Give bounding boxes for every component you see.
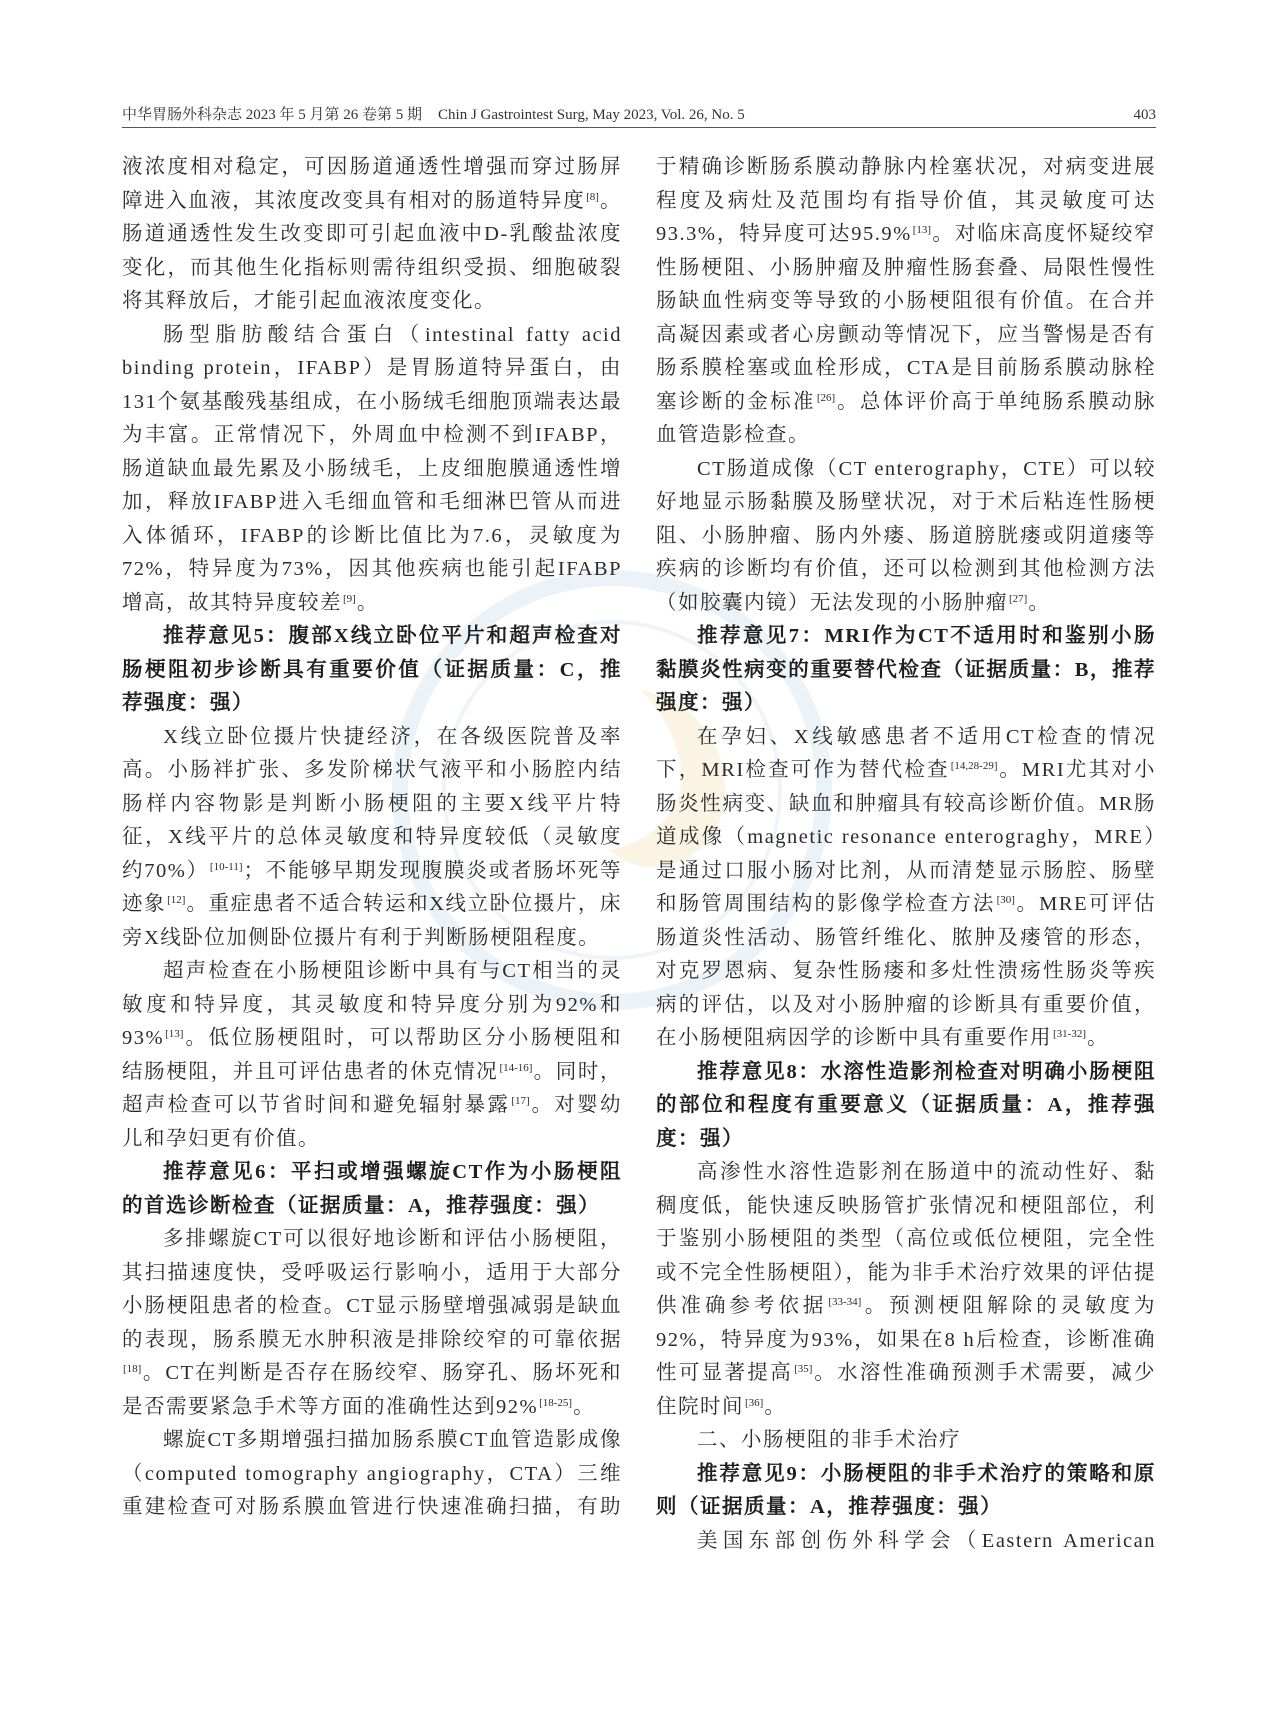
header-divider (122, 127, 1156, 128)
text-run: 。预测梗阻解除的灵敏度为92%，特异度为93%，如果在8 h后检查，诊断准确性可显著提高 (656, 1295, 1157, 1384)
body-paragraph (122, 1223, 622, 1424)
text-run: 。MRE可评估肠道炎性活动、肠管纤维化、脓肿及瘘管的形态，对克罗恩病、复杂性肠瘘和多灶性溃疡性肠炎等疾病的评估，以及对小肠肿瘤的诊断具有重要价值，在小肠梗阻病因学的诊断中具有重要作用 (656, 893, 1156, 1049)
citation-ref: [10-11] (209, 860, 243, 873)
citation-ref: [9] (343, 592, 356, 605)
left-column (122, 151, 622, 1525)
citation-ref: [17] (511, 1095, 530, 1108)
text-run: 。同时，超声检查可以节省时间和避免辐射暴露 (122, 1060, 623, 1116)
citation-ref: [13] (912, 224, 932, 237)
body-paragraph (122, 1424, 622, 1525)
citation-ref: [13] (165, 1028, 184, 1041)
text-run: 超声检查在小肠梗阻诊断中具有与CT相当的灵敏度和特异度，其灵敏度和特异度分别为92%和93% (122, 960, 622, 1049)
body-paragraph (656, 721, 1156, 1056)
citation-ref: [31-32] (1053, 1028, 1086, 1041)
body-paragraph (656, 1525, 1156, 1559)
journal-title-en: Chin J Gastrointest Surg, May 2023, Vol. 26, No. 5 (438, 107, 745, 123)
text-run: 。对婴幼儿和孕妇更有价值。 (122, 1094, 623, 1150)
text-run: 。低位肠梗阻时，可以帮助区分小肠梗阻和结肠梗阻，并且可评估患者的休克情况 (122, 1027, 622, 1083)
text-run: 肠型脂肪酸结合蛋白（intestinal fatty acid binding protein，IFABP）是胃肠道特异蛋白，由131个氨基酸残基组成，在小肠绒毛细胞顶端表达最为丰富。正常情况下，外周血中检测不到IFABP，肠道缺血最先累及小肠绒毛，上皮细胞膜通透性增加，释放IFABP进入毛细血管和毛细淋巴管从而进入体循环，IFABP的诊断比值比为7.6，灵敏度为72%，特异度为73%，因其他疾病也能引起IFABP增高，故其特异度较差 (122, 323, 622, 614)
text-run: 高渗性水溶性造影剂在肠道中的流动性好、黏稠度低，能快速反映肠管扩张情况和梗阻部位，利于鉴别小肠梗阻的类型（高位或低位梗阻，完全性或不完全性肠梗阻），能为非手术治疗效果的评估提供准确参考依据 (656, 1161, 1156, 1317)
text-run: 。 (573, 1395, 596, 1418)
body-paragraph (656, 1156, 1156, 1424)
text-run: 推荐意见9：小肠梗阻的非手术治疗的策略和原则（证据质量：A，推荐强度：强） (656, 1462, 1156, 1518)
recommendation-heading (656, 1056, 1156, 1157)
text-run: 美国东部创伤外科学会（Eastern American (697, 1529, 1156, 1552)
body-paragraph (122, 721, 622, 956)
text-run: 于精确诊断肠系膜动静脉内栓塞状况，对病变进展程度及病灶及范围均有指导价值，其灵敏度可达93.3%，特异度可达95.9% (656, 156, 1156, 245)
text-run: 。 (764, 1395, 787, 1418)
section-heading (656, 1424, 1156, 1458)
running-header (122, 98, 1156, 124)
journal-citation (122, 103, 745, 124)
body-paragraph (122, 151, 622, 319)
body-paragraph (656, 151, 1156, 453)
text-run: 多排螺旋CT可以很好地诊断和评估小肠梗阻，其扫描速度快，受呼吸运行影响小，适用于大部分小肠梗阻患者的检查。CT显示肠壁增强减弱是缺血的表现，肠系膜无水肿积液是排除绞窄的可靠依据 (122, 1228, 622, 1351)
right-column (656, 151, 1156, 1558)
text-run: 在孕妇、X线敏感患者不适用CT检查的情况下，MRI检查可作为替代检查 (656, 725, 1156, 781)
citation-ref: [33-34] (828, 1296, 862, 1309)
text-run: 。重症患者不适合转运和X线立卧位摄片，床旁X线卧位加侧卧位摄片有利于判断肠梗阻程度。 (122, 893, 622, 949)
text-run: 。 (1087, 1027, 1109, 1049)
citation-ref: [26] (816, 391, 836, 404)
citation-ref: [30] (996, 894, 1015, 907)
text-run: 二、小肠梗阻的非手术治疗 (697, 1429, 961, 1451)
text-run: 。 (1028, 591, 1051, 614)
page-number: 403 (1133, 107, 1156, 123)
text-run: ；不能够早期发现腹膜炎或者肠坏死等迹象 (122, 859, 623, 915)
text-run: CT肠道成像（CT enterography，CTE）可以较好地显示肠黏膜及肠壁状况，对于术后粘连性肠梗阻、小肠肿瘤、肠内外瘘、肠道膀胱瘘或阴道瘘等疾病的诊断均有价值，还可以检测到其他检测方法（如胶囊内镜）无法发现的小肠肿瘤 (656, 457, 1156, 614)
recommendation-heading (656, 620, 1156, 721)
citation-ref: [18-25] (539, 1396, 573, 1409)
text-run: 推荐意见8：水溶性造影剂检查对明确小肠梗阻的部位和程度有重要意义（证据质量：A，推荐强度：强） (656, 1060, 1156, 1150)
recommendation-heading (122, 1156, 622, 1223)
recommendation-heading (122, 620, 622, 721)
text-run: 。对临床高度怀疑绞窄性肠梗阻、小肠肿瘤及肿瘤性肠套叠、局限性慢性肠缺血性病变等导致的小肠梗阻很有价值。在合并高凝因素或者心房颤动等情况下，应当警惕是否有肠系膜栓塞或血栓形成，CTA是目前肠系膜动脉栓塞诊断的金标准 (656, 223, 1157, 413)
citation-ref: [27] (1009, 592, 1028, 605)
citation-ref: [14-16] (499, 1061, 533, 1074)
citation-ref: [8] (586, 190, 599, 203)
text-run: 推荐意见7：MRI作为CT不适用时和鉴别小肠黏膜炎性病变的重要替代检查（证据质量：B，推荐强度：强） (656, 625, 1156, 714)
citation-ref: [35] (794, 1363, 813, 1376)
text-run: X线立卧位摄片快捷经济，在各级医院普及率高。小肠袢扩张、多发阶梯状气液平和小肠腔内结肠样内容物影是判断小肠梗阻的主要X线平片特征，X线平片的总体灵敏度和特异度较低（灵敏度约70%） (122, 725, 622, 882)
text-run: 。 (356, 591, 379, 614)
body-paragraph (122, 955, 622, 1156)
text-run: 。肠道通透性发生改变即可引起血液中D-乳酸盐浓度变化，而其他生化指标则需待组织受损、细胞破裂将其释放后，才能引起血液浓度变化。 (122, 189, 623, 312)
text-run: 。水溶性准确预测手术需要，减少住院时间 (656, 1362, 1157, 1418)
citation-ref: [14,28-29] (950, 760, 998, 773)
text-run: 。总体评价高于单纯肠系膜动脉血管造影检查。 (656, 390, 1156, 446)
recommendation-heading (656, 1458, 1156, 1525)
citation-ref: [36] (745, 1396, 764, 1409)
text-run: 。CT在判断是否存在肠绞窄、肠穿孔、肠坏死和是否需要紧急手术等方面的准确性达到92% (122, 1362, 622, 1418)
body-paragraph (656, 453, 1156, 621)
journal-title-cn: 中华胃肠外科杂志 2023 年 5 月第 26 卷第 5 期 (122, 107, 423, 123)
text-run: 推荐意见5：腹部X线立卧位平片和超声检查对肠梗阻初步诊断具有重要价值（证据质量：C，推荐强度：强） (122, 625, 622, 714)
text-run: 液浓度相对稳定，可因肠道通透性增强而穿过肠屏障进入血液，其浓度改变具有相对的肠道特异度 (122, 156, 622, 212)
citation-ref: [12] (167, 894, 186, 907)
body-paragraph (122, 319, 622, 621)
citation-ref: [18] (123, 1363, 142, 1376)
text-run: 推荐意见6：平扫或增强螺旋CT作为小肠梗阻的首选诊断检查（证据质量：A，推荐强度：强） (122, 1161, 622, 1217)
text-run: 。MRI尤其对小肠炎性病变、缺血和肿瘤具有较高诊断价值。MR肠道成像（magnetic resonance enterograghy，MRE）是通过口服小肠对比剂，从而清楚显示肠腔、肠壁和肠管周围结构的影像学检查方法 (656, 759, 1156, 915)
text-run: 螺旋CT多期增强扫描加肠系膜CT血管造影成像（computed tomography angiography，CTA）三维重建检查可对肠系膜血管进行快速准确扫描，有助 (122, 1429, 622, 1518)
